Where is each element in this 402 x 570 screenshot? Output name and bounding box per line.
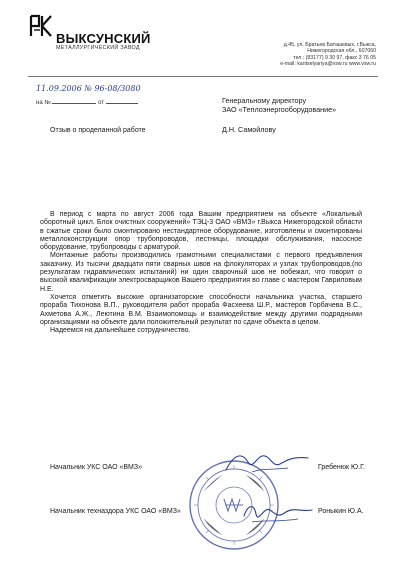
company-subtitle: МЕТАЛЛУРГИЧЕСКИЙ ЗАВОД: [56, 45, 140, 51]
signature-1-name: Гребенюк Ю.Г.: [318, 464, 365, 471]
reference-line: [36, 100, 138, 106]
handwritten-signature-2-icon: [240, 498, 316, 528]
reference-prefix: на №: [36, 100, 51, 106]
addressee-company: ЗАО «Теплоэнергооборудование»: [222, 105, 337, 114]
reference-number-blank: [52, 103, 96, 104]
addressee-block: [222, 96, 336, 134]
letter-body: [40, 211, 362, 335]
outgoing-number: 11.09.2006 № 96-08/3080: [36, 84, 141, 93]
signature-2-position: Начальник техназдора УКС ОАО «ВМЗ»: [50, 508, 181, 515]
signature-2-name: Роныкин Ю.А.: [318, 508, 364, 515]
handwritten-signature-1-icon: [222, 448, 312, 478]
body-paragraph: В период с марта по август 2006 года Вашим предприятием на объекте «Локальный оборотный цикл. Блок очистных сооружений» ТЭЦ-3 ОАО «ВМЗ» г.Выкса Нижегородской области в сжатые сроки было смонтировано нестандартное оборудование, изготовлены и смонтированы металлоконструкции опор трубопроводов, лестницы, площадки обслуживания, насосное оборудование, трубопроводы с арматурой.: [40, 211, 362, 252]
address-line: e-mail: kantselyariya@vsw.ru www.vsw.ru: [280, 60, 376, 67]
body-paragraph: Надеемся на дальнейшее сотрудничество.: [50, 327, 191, 335]
addressee-name: Д.Н. Самойлову: [222, 125, 276, 134]
reference-middle: от: [98, 100, 105, 106]
header-divider: [28, 76, 378, 77]
address-line: Нижегородская обл., 607060: [307, 48, 376, 55]
company-name: ВЫКСУНСКИЙ: [56, 31, 151, 46]
body-paragraph: Хочется отметить высокие организаторские способности начальника участка, старшего прораба Тихонова В.П., руководителя работ прораба Фасхеева Ш.Р., мастеров Горбачева В.С., Ахметова А.Ж., Леютина В.М. Взаимопомощь и взаимодействие между другими подрядными организациями на объекте дали положительный результат по сдаче объекта в целом.: [40, 293, 362, 326]
reference-date-blank: [106, 103, 138, 104]
address-line: д.45, ул. Братьев Баташевых, г.Выкса,: [283, 42, 376, 48]
addressee-position: Генеральному директору: [222, 96, 307, 105]
address-line: тел.: (83177) 9 30 97, факс 3 76 05: [293, 54, 376, 61]
signature-1-position: Начальник УКС ОАО «ВМЗ»: [50, 464, 143, 471]
company-logo: [28, 10, 208, 52]
company-address: [226, 42, 376, 67]
vmz-logo-icon: [28, 12, 54, 38]
body-paragraph: Монтажные работы производились грамотными специалистами с первого предъявления заказчику. Из тысячи двадцати пяти сварных швов на флокуляторах и узлах трубопроводов,(по результатам гидравлических испытаний) ни один сварочный шов не побежал, что говорит о высокой квалификации электросварщиков Вашего предприятия во главе с мастером Гавриловым Н.Е.: [40, 252, 362, 293]
letter-subject: Отзыв о проделанной работе: [50, 127, 146, 134]
